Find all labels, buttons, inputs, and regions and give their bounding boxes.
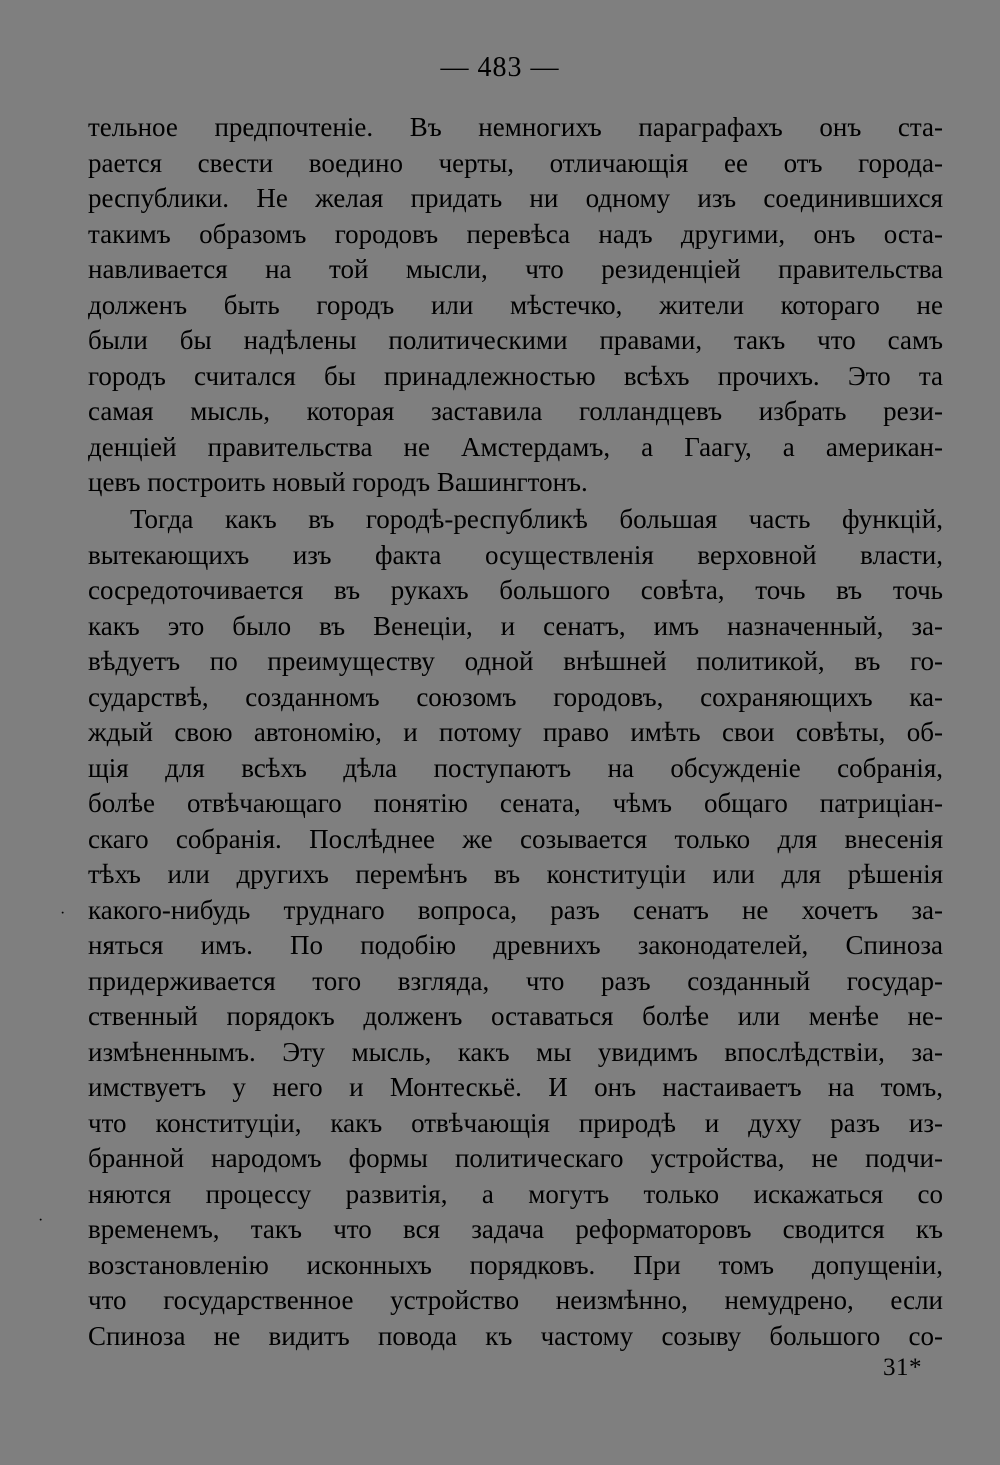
text-line: сосредоточивается въ рукахъ большого совѣта, точь въ точь: [88, 575, 943, 605]
text-line: вытекающихъ изъ факта осуществленія верховной власти,: [88, 539, 943, 570]
text-line: временемъ, такъ что вся задача реформаторовъ сводится къ: [88, 1214, 943, 1244]
text-line: были бы надѣлены политическими правами, такъ что самъ: [88, 325, 943, 355]
text-line: придерживается того взгляда, что разъ созданный государ-: [88, 965, 943, 996]
text-line: няются процессу развитія, а могутъ только искажаться со: [88, 1178, 943, 1209]
text-line: вѣдуетъ по преимуществу одной внѣшней политикой, въ го-: [88, 646, 943, 676]
text-line: измѣненнымъ. Эту мысль, какъ мы увидимъ впослѣдствіи, за-: [88, 1036, 943, 1067]
text-line: навливается на той мысли, что резиденціей правительства: [88, 254, 943, 284]
text-line: самая мысль, которая заставила голландцевъ избрать рези-: [88, 396, 943, 426]
page-number: — 483 —: [440, 52, 560, 83]
text-line: няться имъ. По подобію древнихъ законодателей, Спиноза: [88, 930, 943, 960]
text-line: болѣе отвѣчающаго понятію сената, чѣмъ общаго патриціан-: [88, 788, 943, 818]
text-line: цевъ построить новый городъ Вашингтонъ.: [88, 467, 588, 497]
text-line: республики. Не желая придать ни одному изъ соединившихся: [88, 183, 943, 213]
text-line: возстановленію исконныхъ порядковъ. При томъ допущеніи,: [88, 1249, 943, 1280]
text-line: щія для всѣхъ дѣла поступаютъ на обсужденіе собранія,: [88, 752, 943, 783]
text-line: рается свести воедино черты, отличающія ее отъ города-: [88, 147, 943, 178]
text-line: такимъ образомъ городовъ перевѣса надъ другими, онъ оста-: [88, 218, 943, 249]
text-line: тѣхъ или другихъ перемѣнъ въ конституціи или для рѣшенія: [88, 859, 943, 889]
text-line: долженъ быть городъ или мѣстечко, жители котораго не: [88, 289, 943, 320]
text-line: что государственное устройство неизмѣнно, немудрено, если: [88, 1285, 943, 1315]
text-line: имствуетъ у него и Монтескьё. И онъ настаиваетъ на томъ,: [88, 1072, 943, 1102]
paragraph-1: [88, 110, 943, 501]
text-line: денціей правительства не Амстердамъ, а Гаагу, а американ-: [88, 431, 943, 462]
text-line: Тогда какъ въ городѣ-республикѣ большая часть функцій,: [130, 504, 943, 534]
scan-speck: ·: [38, 1212, 44, 1229]
text-line: тельное предпочтеніе. Въ немногихъ параграфахъ онъ ста-: [88, 112, 943, 142]
text-line: сударствѣ, созданномъ союзомъ городовъ, сохраняющихъ ка-: [88, 681, 943, 712]
text-line: Спиноза не видитъ повода къ частому созыву большого со-: [88, 1320, 943, 1351]
text-line: какого-нибудь труднаго вопроса, разъ сенатъ не хочетъ за-: [88, 894, 943, 925]
paragraph-2: [88, 502, 943, 1354]
text-line: что конституціи, какъ отвѣчающія природѣ и духу разъ из-: [88, 1107, 943, 1138]
text-line: какъ это было въ Венеціи, и сенатъ, имъ назначенный, за-: [88, 610, 943, 641]
text-line: городъ считался бы принадлежностью всѣхъ прочихъ. Это та: [88, 360, 943, 391]
scan-speck: ·: [60, 905, 66, 922]
text-line: ждый свою автономію, и потому право имѣть свои совѣты, об-: [88, 717, 943, 747]
text-line: бранной народомъ формы политическаго устройства, не подчи-: [88, 1143, 943, 1173]
text-line: скаго собранія. Послѣднее же созывается только для внесенія: [88, 823, 943, 854]
signature-mark: 31*: [883, 1354, 922, 1381]
text-line: ственный порядокъ долженъ оставаться болѣе или менѣе не-: [88, 1001, 943, 1031]
